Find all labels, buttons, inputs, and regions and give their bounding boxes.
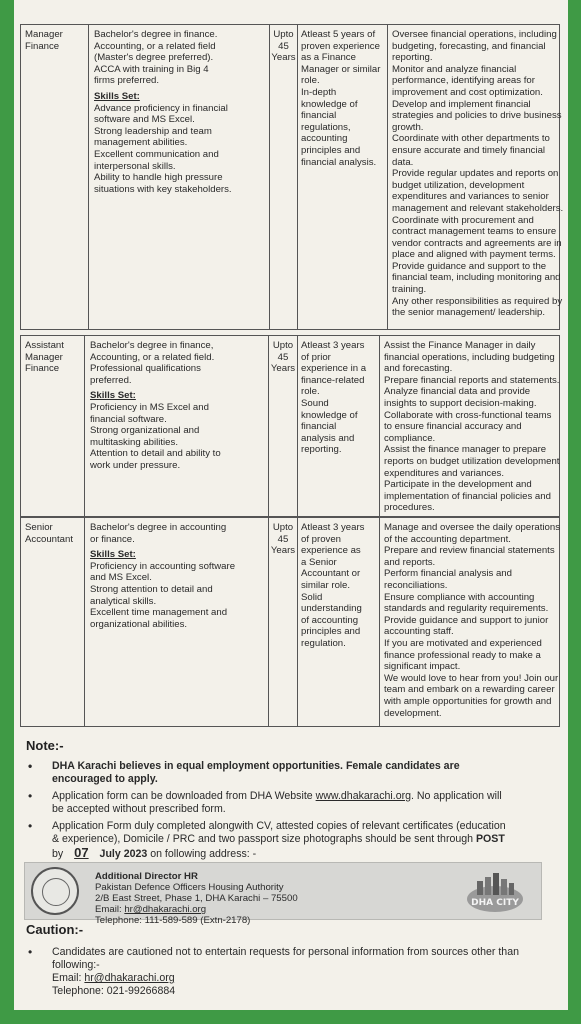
text-line: team and embark on a rewarding career	[384, 684, 555, 696]
text-line: Assist the Finance Manager in daily	[384, 340, 536, 351]
text-line: Any other responsibilities as required by	[392, 295, 563, 307]
text-line: proven experience	[301, 40, 380, 52]
text-line: budgeting, forecasting, and financial	[392, 40, 546, 52]
text-line: Perform financial analysis and	[384, 568, 512, 580]
text-line: Proficiency in accounting software	[90, 560, 236, 572]
text-line: financial operations, including budgeting	[384, 351, 555, 363]
text-line: financial	[301, 421, 337, 433]
address-box	[24, 862, 542, 926]
post-label: POST	[475, 833, 505, 845]
text-line: accounting staff.	[384, 626, 454, 638]
dha-seal-icon	[31, 867, 79, 915]
note-title: Note:-	[26, 738, 64, 753]
position-cell	[21, 25, 89, 329]
caution-bullet	[24, 946, 552, 1002]
age-cell	[269, 336, 298, 516]
text-line: Oversee financial operations, including	[392, 29, 557, 40]
text-line: Solid	[301, 591, 323, 603]
text-line: vendor contracts and agreements are in	[392, 237, 562, 249]
text-line: strategies and policies to drive business	[392, 110, 562, 122]
text-line: insights to support decision-making.	[384, 397, 537, 409]
qualification-cell	[85, 518, 269, 726]
text-line: situations with key stakeholders.	[94, 183, 232, 195]
text-line: Analyze financial data and provide	[384, 386, 531, 398]
experience-cell	[298, 25, 388, 329]
deadline-month: July 2023	[96, 848, 148, 860]
qualification-cell	[85, 336, 269, 516]
email-label: Email:	[95, 904, 125, 915]
text-line: Professional qualifications	[90, 363, 201, 375]
text-line: financial software.	[90, 413, 167, 425]
bullet-icon: •	[28, 819, 33, 833]
text-line: place and aligned with payment terms.	[392, 249, 556, 261]
position-cell	[21, 336, 85, 516]
text-line: Bachelor's degree in accounting	[90, 522, 227, 533]
text-line: Assist the finance manager to prepare	[384, 444, 547, 456]
text-line: interpersonal skills.	[94, 160, 176, 172]
text-line: Ensure compliance with accounting	[384, 591, 535, 603]
text-line: Prepare financial reports and statements.	[384, 374, 560, 386]
position-cell	[21, 518, 85, 726]
text-line: and MS Excel.	[90, 572, 152, 584]
text-line: principles and	[301, 144, 361, 156]
text-line: improvement and cost optimization.	[392, 86, 543, 98]
text-line: principles and	[301, 626, 361, 638]
text-line: with ample opportunities for growth and	[384, 695, 552, 707]
text-line: If you are motivated and experienced	[384, 637, 542, 649]
text-line: reporting.	[301, 444, 342, 456]
text-line: financial analysis.	[301, 156, 377, 168]
logo-text: DHA CITY	[471, 898, 519, 908]
text-line: Atleast 3 years	[301, 522, 365, 533]
email-link[interactable]: hr@dhakarachi.org	[124, 904, 207, 915]
text-line: experience as	[301, 545, 361, 557]
age-cell	[270, 25, 298, 329]
text-line: of proven	[301, 533, 342, 545]
caution-text: following:-	[52, 959, 100, 971]
note-bullet-documents	[24, 820, 552, 860]
text-line: Manager or similar	[301, 63, 381, 75]
text-line: Manage and oversee the daily operations	[384, 522, 561, 533]
text-line: Monitor and analyze financial	[392, 63, 517, 75]
text-line: data.	[392, 156, 414, 168]
text-line: Assistant	[25, 340, 64, 351]
text-line: Attention to detail and ability to	[90, 448, 221, 460]
text-line: of accounting	[301, 614, 359, 626]
age-cell	[269, 518, 298, 726]
text-line: finance professional ready to make a	[384, 649, 541, 661]
text-line: Develop and implement financial	[392, 98, 531, 110]
text-line: ACCA with training in Big 4	[94, 63, 209, 75]
text-line: implementation of financial policies and	[384, 490, 551, 502]
text-line: Strong organizational and	[90, 425, 200, 437]
text-line: as a Finance	[301, 52, 356, 64]
text-line: Finance	[25, 40, 60, 52]
text-line: compliance.	[384, 432, 436, 444]
caution-title: Caution:-	[26, 922, 84, 937]
telephone-text: Telephone: 111-589-589 (Extn-2178)	[95, 915, 251, 926]
table-row-assistant-manager-finance	[20, 335, 560, 517]
table-row-manager-finance	[20, 24, 564, 330]
text-line: reconciliations.	[384, 579, 448, 591]
text-line: preferred.	[90, 374, 132, 386]
text-line: understanding	[301, 603, 362, 615]
text-line: knowledge of	[301, 409, 358, 421]
text-line: In-depth	[301, 86, 337, 98]
text-line: Bachelor's degree in finance.	[94, 29, 218, 40]
text-line: a Senior	[301, 556, 337, 568]
text-line: 45	[277, 533, 289, 545]
text-line: Strong leadership and team	[94, 125, 212, 137]
text-line: Accounting, or a related field	[94, 40, 216, 52]
experience-cell	[298, 336, 380, 516]
text-line: the senior management/ leadership.	[392, 307, 546, 319]
note-text: by	[52, 848, 67, 860]
text-line: Years	[270, 545, 296, 557]
text-line: Upto	[272, 340, 294, 351]
text-line: to ensure financial accuracy and	[384, 421, 522, 433]
text-line: financial team, including monitoring and	[392, 272, 561, 284]
text-line: Senior	[25, 522, 53, 533]
advertisement-page	[14, 0, 568, 1024]
text-line: Participate in the development and	[384, 479, 532, 491]
text-line: Ability to handle high pressure	[94, 172, 223, 184]
bottom-border	[0, 1010, 581, 1024]
text-line: finance-related	[301, 374, 365, 386]
text-line: knowledge of	[301, 98, 358, 110]
text-line: reporting.	[392, 52, 433, 64]
text-line: accounting	[301, 133, 348, 145]
skills-label: Skills Set:	[94, 90, 140, 102]
caution-email-link[interactable]: hr@dhakarachi.org	[84, 972, 175, 984]
note-bullet-application-form	[24, 790, 552, 816]
bullet-icon: •	[28, 945, 33, 959]
text-line: Years	[270, 363, 296, 375]
text-line: Finance	[25, 363, 60, 375]
website-link[interactable]: www.dhakarachi.org	[315, 790, 411, 802]
text-line: Manager	[25, 29, 63, 40]
text-line: Excellent communication and	[94, 148, 219, 160]
text-line: Provide guidance and support to the	[392, 260, 547, 272]
responsibilities-cell	[380, 336, 561, 516]
text-line: of the accounting department.	[384, 533, 511, 545]
text-line: Strong attention to detail and	[90, 583, 213, 595]
deadline-day: 07	[74, 845, 89, 860]
text-line: Upto	[272, 522, 294, 533]
address-line: 2/B East Street, Phase 1, DHA Karachi – 75500	[95, 893, 298, 904]
experience-cell	[298, 518, 380, 726]
text-line: regulations,	[301, 121, 351, 133]
text-line: Excellent time management and	[90, 607, 228, 619]
text-line: expenditures and variances.	[384, 467, 504, 479]
text-line: Upto	[273, 29, 294, 40]
text-line: Proficiency in MS Excel and	[90, 401, 209, 413]
dha-city-logo	[463, 869, 527, 915]
responsibilities-cell	[380, 518, 561, 726]
text-line: Prepare and review financial statements	[384, 545, 555, 557]
text-line: Provide guidance and support to junior	[384, 614, 549, 626]
text-line: budget utilization, development	[392, 179, 525, 191]
text-line: significant impact.	[384, 661, 461, 673]
text-line: Accountant	[25, 533, 74, 545]
text-line: similar role.	[301, 579, 351, 591]
text-line: management and relevant stakeholders.	[392, 202, 564, 214]
text-line: role.	[301, 386, 320, 398]
text-line: encouraged to apply.	[52, 773, 158, 785]
text-line: multitasking abilities.	[90, 436, 178, 448]
text-line: analysis and	[301, 432, 355, 444]
email-label: Email:	[52, 972, 85, 984]
text-line: management abilities.	[94, 137, 188, 149]
address-line: Pakistan Defence Officers Housing Authority	[95, 882, 284, 893]
skills-label: Skills Set:	[90, 390, 136, 402]
text-line: We would love to hear from you! Join our	[384, 672, 559, 684]
text-line: expenditures and variances to senior	[392, 191, 549, 203]
text-line: Sound	[301, 397, 329, 409]
table-row-senior-accountant	[20, 517, 560, 727]
note-bullet-equal-opportunity	[24, 760, 552, 786]
note-text: Application Form duly completed alongwith CV, attested copies of relevant certificates (education	[52, 820, 506, 832]
text-line: reports on budget utilization development	[384, 455, 560, 467]
note-text: . No application will	[411, 790, 502, 802]
address-text	[95, 871, 298, 926]
note-text: on following address: -	[147, 848, 257, 860]
text-line: financial	[301, 110, 337, 122]
text-line: Years	[271, 52, 296, 64]
text-line: Accounting, or a related field.	[90, 351, 215, 363]
text-line: ensure accurate and timely financial	[392, 144, 546, 156]
caution-text: Candidates are cautioned not to entertain requests for personal information from sources other than	[52, 946, 519, 958]
bullet-icon: •	[28, 789, 33, 803]
responsibilities-cell	[388, 25, 564, 329]
text-line: contract management teams to ensure	[392, 226, 557, 238]
text-line: analytical skills.	[90, 595, 157, 607]
note-text: be accepted without prescribed form.	[52, 803, 226, 815]
text-line: Collaborate with cross-functional teams	[384, 409, 552, 421]
text-line: Atleast 3 years	[301, 340, 365, 351]
text-line: development.	[384, 707, 442, 719]
text-line: firms preferred.	[94, 75, 160, 87]
text-line: Manager	[25, 351, 63, 363]
text-line: organizational abilities.	[90, 618, 188, 630]
text-line: performance, identifying areas for	[392, 75, 535, 87]
text-line: DHA Karachi believes in equal employment opportunities. Female candidates are	[52, 760, 460, 772]
text-line: experience in a	[301, 363, 367, 375]
text-line: and forecasting.	[384, 363, 453, 375]
text-line: 45	[277, 351, 289, 363]
text-line: or finance.	[90, 533, 135, 545]
bullet-icon: •	[28, 759, 33, 773]
text-line: procedures.	[384, 502, 435, 514]
note-text: & experience), Domicile / PRC and two passport size photographs should be sent through	[52, 833, 476, 845]
text-line: standards and regularity requirements.	[384, 603, 549, 615]
address-title: Additional Director HR	[95, 871, 198, 882]
text-line: Bachelor's degree in finance,	[90, 340, 214, 351]
text-line: regulation.	[301, 637, 346, 649]
skills-label: Skills Set:	[90, 549, 136, 561]
text-line: role.	[301, 75, 320, 87]
text-line: work under pressure.	[90, 459, 181, 471]
text-line: Provide regular updates and reports on	[392, 168, 559, 180]
text-line: training.	[392, 284, 427, 296]
text-line: Advance proficiency in financial	[94, 102, 228, 114]
text-line: Accountant or	[301, 568, 361, 580]
text-line: Coordinate with procurement and	[392, 214, 534, 226]
text-line: growth.	[392, 121, 424, 133]
text-line: (Master's degree preferred).	[94, 52, 214, 64]
text-line: software and MS Excel.	[94, 114, 195, 126]
note-text: Application form can be downloaded from DHA Website	[52, 790, 316, 802]
caution-telephone: Telephone: 021-99266884	[52, 985, 176, 997]
qualification-cell	[89, 25, 270, 329]
text-line: 45	[278, 40, 289, 52]
text-line: Atleast 5 years of	[301, 29, 376, 40]
text-line: and reports.	[384, 556, 436, 568]
text-line: of prior	[301, 351, 331, 363]
text-line: Coordinate with other departments to	[392, 133, 550, 145]
